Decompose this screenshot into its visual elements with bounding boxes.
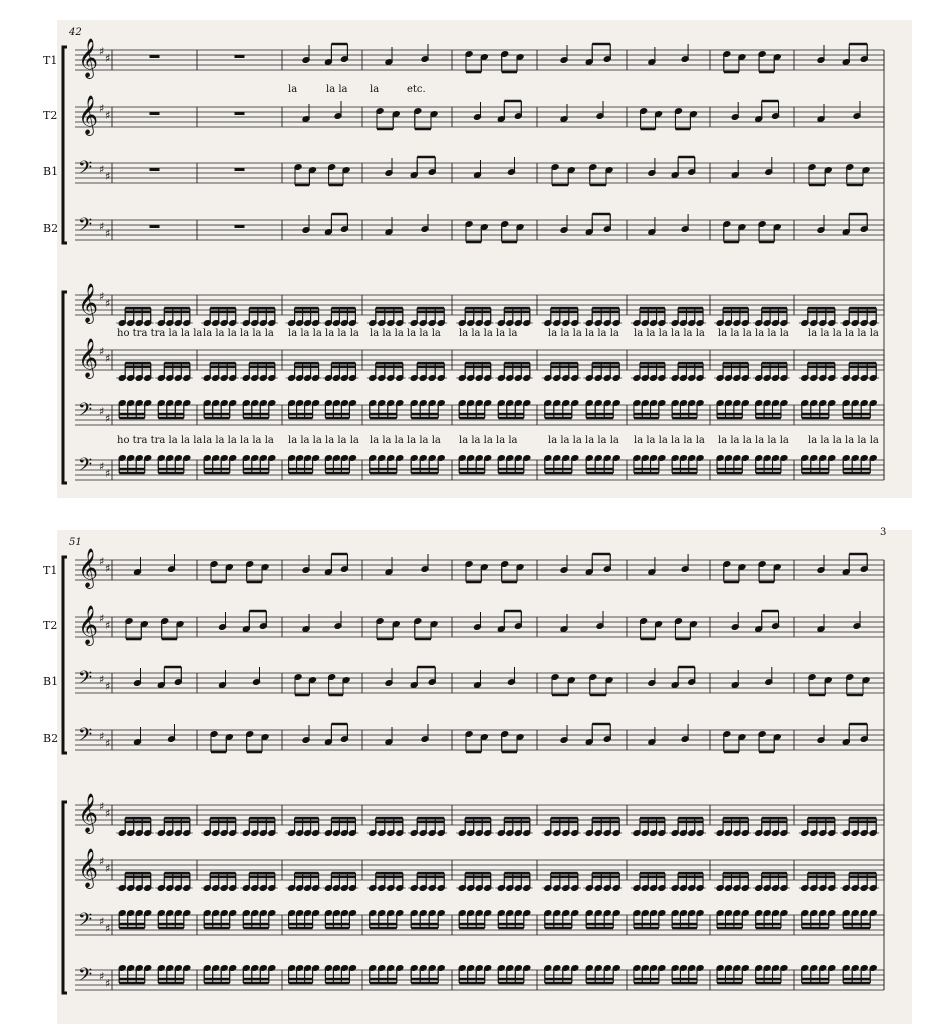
- sharp-icon: ♯: [105, 922, 111, 935]
- sharp-icon: ♯: [105, 807, 111, 820]
- page-number: 3: [880, 527, 887, 538]
- sharp-icon: ♯: [99, 163, 105, 176]
- score-system-1: [43, 20, 912, 498]
- accomp-lyric: la la la la la la: [808, 435, 879, 446]
- vocal-lyric: etc.: [407, 84, 426, 95]
- accomp-lyric: la la la la la la: [634, 328, 705, 339]
- sharp-icon: ♯: [99, 915, 105, 928]
- accomp-lyric: la la la la la la: [203, 328, 274, 339]
- sharp-icon: ♯: [99, 45, 105, 58]
- whole-rest: [150, 168, 160, 171]
- sharp-icon: ♯: [105, 862, 111, 875]
- sharp-icon: ♯: [99, 220, 105, 233]
- sharp-icon: ♯: [99, 555, 105, 568]
- measure-number: 51: [69, 537, 82, 548]
- bass-clef-icon: 𝄢: [78, 158, 93, 183]
- sharp-icon: ♯: [99, 970, 105, 983]
- accomp-bracket: [63, 292, 67, 483]
- sharp-icon: ♯: [99, 673, 105, 686]
- part-label-b1: B1: [43, 675, 59, 688]
- sharp-icon: ♯: [105, 619, 111, 632]
- accomp-lyric: la la la la la: [459, 435, 518, 446]
- measure-number: 42: [69, 27, 82, 38]
- accomp-lyric: la la la la la la: [718, 328, 789, 339]
- treble-clef-icon: 𝄞: [78, 605, 99, 645]
- sharp-icon: ♯: [105, 680, 111, 693]
- sharp-icon: ♯: [99, 460, 105, 473]
- sharp-icon: ♯: [105, 977, 111, 990]
- vocal-bracket: [63, 47, 67, 243]
- treble-clef-icon: 𝄞: [78, 283, 99, 323]
- treble-clef-icon: 𝄞: [78, 793, 99, 833]
- sharp-icon: ♯: [105, 109, 111, 122]
- sharp-icon: ♯: [105, 412, 111, 425]
- sharp-icon: ♯: [105, 297, 111, 310]
- accomp-lyric: la la la la la la: [288, 435, 359, 446]
- bass-clef-icon: 𝄢: [78, 910, 93, 935]
- sharp-icon: ♯: [99, 290, 105, 303]
- treble-clef-icon: 𝄞: [78, 848, 99, 888]
- whole-rest: [235, 168, 245, 171]
- score-system-2: [43, 527, 912, 1024]
- sharp-icon: ♯: [99, 730, 105, 743]
- sharp-icon: ♯: [99, 345, 105, 358]
- part-label-t1: T1: [43, 54, 58, 67]
- part-label-t2: T2: [43, 109, 58, 122]
- accomp-lyric: ho tra tra la la la: [117, 328, 203, 339]
- part-label-t2: T2: [43, 619, 58, 632]
- sharp-icon: ♯: [99, 800, 105, 813]
- treble-clef-icon: 𝄞: [78, 38, 99, 78]
- sharp-icon: ♯: [105, 227, 111, 240]
- treble-clef-icon: 𝄞: [78, 548, 99, 588]
- sharp-icon: ♯: [105, 52, 111, 65]
- whole-rest: [235, 112, 245, 115]
- part-label-b2: B2: [43, 732, 59, 745]
- system-1-notation: [57, 20, 912, 498]
- whole-rest: [235, 225, 245, 228]
- bass-clef-icon: 𝄢: [78, 400, 93, 425]
- sharp-icon: ♯: [105, 352, 111, 365]
- vocal-lyric: la: [370, 84, 380, 95]
- accomp-lyric: ho tra tra la la la: [117, 435, 203, 446]
- bass-clef-icon: 𝄢: [78, 668, 93, 693]
- bass-clef-icon: 𝄢: [78, 725, 93, 750]
- bass-clef-icon: 𝄢: [78, 455, 93, 480]
- sharp-icon: ♯: [105, 467, 111, 480]
- accomp-lyric: la la la la la: [459, 328, 518, 339]
- whole-rest: [150, 225, 160, 228]
- treble-clef-icon: 𝄞: [78, 338, 99, 378]
- accomp-lyric: la la la la la la: [203, 435, 274, 446]
- part-label-t1: T1: [43, 564, 58, 577]
- accomp-lyric: la la la la la la: [548, 435, 619, 446]
- whole-rest: [235, 55, 245, 58]
- sharp-icon: ♯: [99, 102, 105, 115]
- part-label-b2: B2: [43, 222, 59, 235]
- sharp-icon: ♯: [105, 737, 111, 750]
- sharp-icon: ♯: [99, 405, 105, 418]
- accomp-lyric: la la la la la la: [288, 328, 359, 339]
- treble-clef-icon: 𝄞: [78, 95, 99, 135]
- accomp-lyric: la la la la la la: [370, 435, 441, 446]
- vocal-lyric: la la: [326, 84, 348, 95]
- accomp-bracket: [63, 802, 67, 993]
- accomp-lyric: la la la la la la: [808, 328, 879, 339]
- vocal-bracket: [63, 557, 67, 753]
- accomp-lyric: la la la la la la: [718, 435, 789, 446]
- accomp-lyric: la la la la la la: [548, 328, 619, 339]
- sharp-icon: ♯: [105, 562, 111, 575]
- sharp-icon: ♯: [105, 170, 111, 183]
- accomp-lyric: la la la la la la: [370, 328, 441, 339]
- part-label-b1: B1: [43, 165, 59, 178]
- bass-clef-icon: 𝄢: [78, 965, 93, 990]
- sharp-icon: ♯: [99, 855, 105, 868]
- whole-rest: [150, 112, 160, 115]
- whole-rest: [150, 55, 160, 58]
- accomp-lyric: la la la la la la: [634, 435, 705, 446]
- bass-clef-icon: 𝄢: [78, 215, 93, 240]
- sharp-icon: ♯: [99, 612, 105, 625]
- vocal-lyric: la: [288, 84, 298, 95]
- system-2-notation: [57, 530, 912, 1024]
